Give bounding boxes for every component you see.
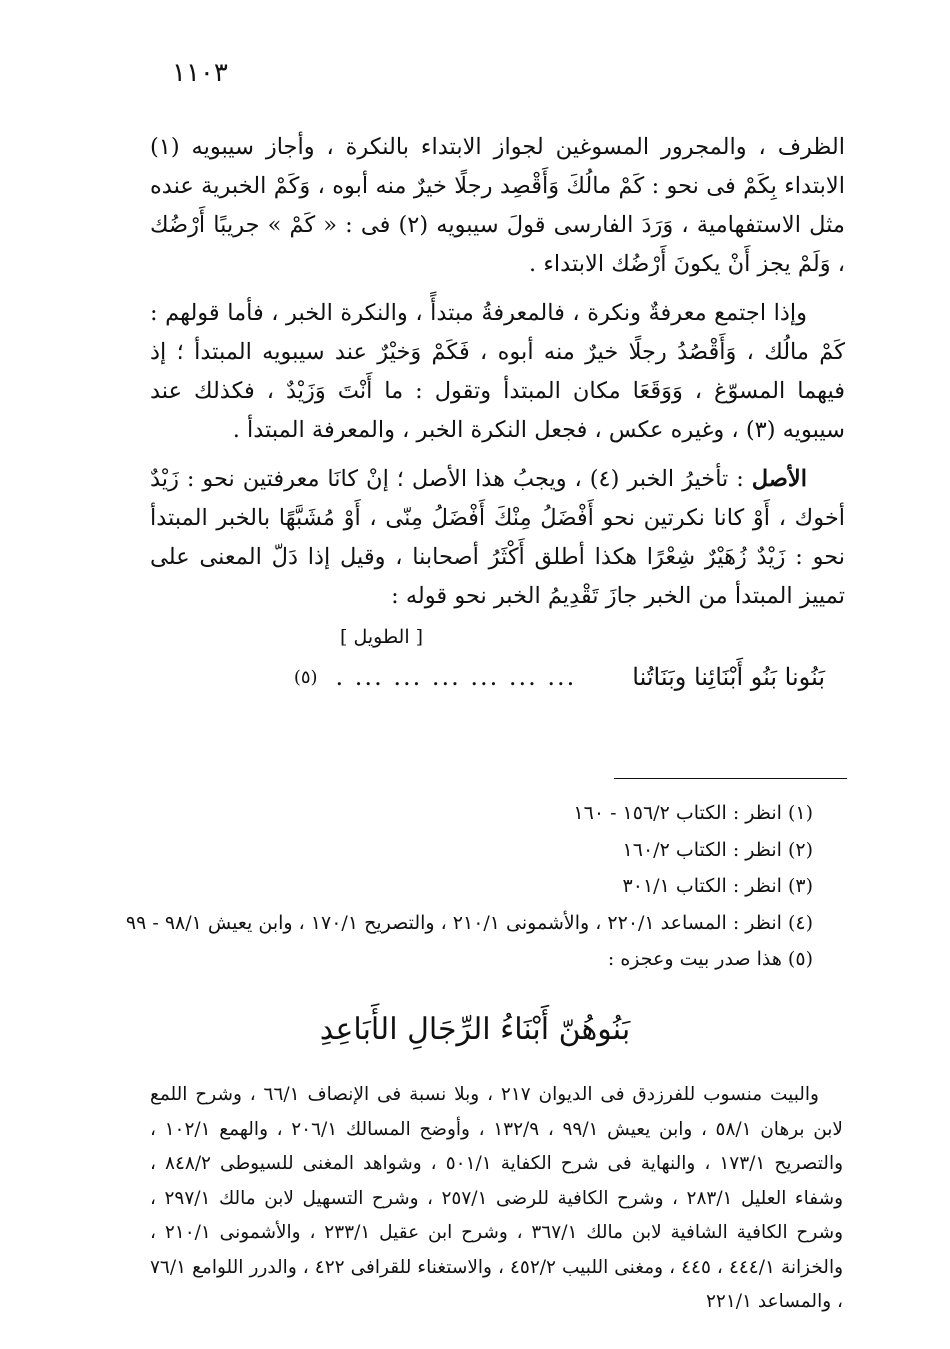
footnote-4: (٤) انظر : المساعد ٢٢٠/١ ، والأشمونى ٢١٠/١ ، والتصريح ١٧٠/١ ، وابن يعيش ٩٨/١ - ٩٩ xyxy=(125,911,813,934)
footnote-2: (٢) انظر : الكتاب ١٦٠/٢ xyxy=(622,838,813,861)
paragraph-asl xyxy=(150,460,845,616)
footnote-divider xyxy=(614,778,847,779)
page-number: ١١٠٣ xyxy=(172,58,228,88)
verse-line xyxy=(150,658,845,697)
verse-footnote-ref: (٥) xyxy=(293,667,318,688)
verse-first-hemistich: بَنُونا بَنُو أَبْنَائِنا وبَنَاتُنا xyxy=(632,663,825,691)
verse-sources-text: والبيت منسوب للفرزدق فى الديوان ٢١٧ ، وبلا نسبة فى الإنصاف ٦٦/١ ، وشرح اللمع لابن برهان ٥٨/١ ، وابن يعيش ٩٩/١ ، ١٣٢/٩ ، وأوضح المسالك ٢٠٦/١ ، والهمع ١٠٢/١ ، والتصريح ١٧٣/١ ، والنهاية فى شرح الكفاية ٥٠١/١ ، وشواهد المغنى للسيوطى ٨٤٨/٢ ، وشفاء العليل ٢٨٣/١ ، وشرح الكافية للرضى ٢٥٧/١ ، وشرح التسهيل لابن مالك ٢٩٧/١ ، وشرح الكافية الشافية لابن مالك ٣٦٧/١ ، وشرح ابن عقيل ٢٣٣/١ ، والأشمونى ٢١٠/١ ، والخزانة ٤٤٤/١ ، ٤٤٥ ، ومغنى اللبيب ٤٥٢/٢ ، والاستغناء للقرافى ٤٢٢ ، والدرر اللوامع ٧٦/١ ، والمساعد ٢٢١/١ xyxy=(150,1084,844,1312)
footnote-3: (٣) انظر : الكتاب ٣٠١/١ xyxy=(622,875,813,897)
meter-label: [ الطويل ] xyxy=(340,625,424,648)
footnote-5: (٥) هذا صدر بيت وعجزه : xyxy=(607,948,813,970)
asl-label: الأصل xyxy=(751,466,807,492)
meter-line xyxy=(150,622,845,652)
asl-text: : تأخيرُ الخبر (٤) ، ويجبُ هذا الأصل ؛ إنْ كانَا معرفتين نحو : زَيْدٌ أخوك ، أَوْ كانا نكرتين نحو أَفْضَلُ مِنْكَ أَفْضَلُ مِنّى ، أَوْ مُشَبَّهًا بالخبر المبتدأ نحو : زَيْدٌ زُهَيْرٌ شِعْرًا هكذا أطلق أَكْثَرُ أصحابنا ، وقيل إذا دَلّ المعنى على تمييز المبتدأ من الخبر جازَ تَقْدِيمُ الخبر نحو قوله : xyxy=(150,466,845,609)
main-text xyxy=(150,128,845,697)
paragraph-2: وإذا اجتمع معرفةٌ ونكرة ، فالمعرفةُ مبتدأً ، والنكرة الخبر ، فأما قولهم : كَمْ مالُك ، وَأَقْصُدُ رجلًا خيرٌ منه أبوه ، فَكَمْ وَخيْرٌ عند سيبويه المبتدأ ؛ إذ فيهما المسوّغ ، وَوَقَعَا مكان المبتدأ وتقول : ما أَنْتَ وَزَيْدٌ ، فكذلك عند سيبويه (٣) ، وغيره عكس ، فجعل النكرة الخبر ، والمعرفة المبتدأ . xyxy=(150,300,845,443)
footnote-1: (١) انظر : الكتاب ١٥٦/٢ - ١٦٠ xyxy=(573,802,813,824)
verse-sources xyxy=(150,1078,843,1320)
paragraph-1: الظرف ، والمجرور المسوغين لجواز الابتداء بالنكرة ، وأجاز سيبويه (١) الابتداء بِكَمْ فى نحو : كَمْ مالُكَ وَأَقْصِد رجلًا خيرٌ منه أبوه ، وَكَمْ الخبرية عنده مثل الاستفهامية ، وَرَدَ الفارسى قولَ سيبويه (٢) فى : « كَمْ » جريبًا أَرْضُك ، وَلَمْ يجز أَنْ يكونَ أَرْضُك الابتداء . xyxy=(150,134,845,277)
verse-ellipsis: ... ... ... ... ... ... . xyxy=(335,663,577,691)
verse-second-hemistich: بَنُوهُنّ أَبْنَاءُ الرِّجَالِ الأَبَاعِدِ xyxy=(319,1012,631,1047)
footnotes xyxy=(125,795,813,978)
